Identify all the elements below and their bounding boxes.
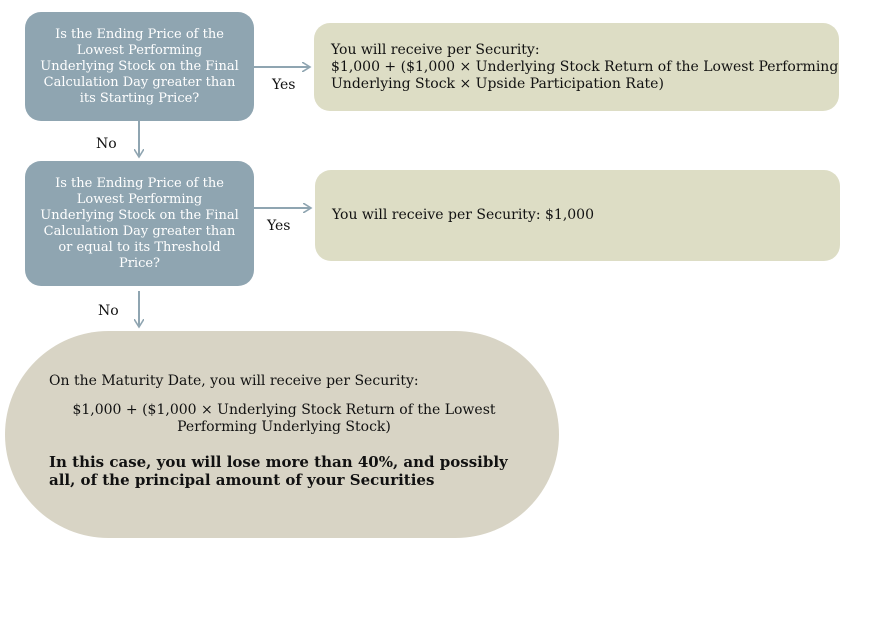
answer2-box [315,170,840,261]
answer1-line2: $1,000 + ($1,000 × Underlying Stock Return of the Lowest Performing Underlying Stock × Upside Participation Rate) [331,58,839,92]
outcome-formula: $1,000 + ($1,000 × Underlying Stock Return of the Lowest Performing Underlying Stock) [72,402,496,435]
no-label-2: No [98,303,119,319]
question1-box [25,12,254,121]
question1-text: Is the Ending Price of the Lowest Performing Underlying Stock on the Final Calculation Day greater than its Starting Price? [40,26,239,106]
question2-box [25,161,254,286]
outcome-box [5,331,559,538]
answer1-box [314,23,839,111]
question2-text: Is the Ending Price of the Lowest Performing Underlying Stock on the Final Calculation Day greater than or equal to its Threshold Price? [40,175,239,271]
answer1-line1: You will receive per Security: [331,41,540,58]
outcome-intro: On the Maturity Date, you will receive per Security: [49,373,419,389]
answer2-text: You will receive per Security: $1,000 [332,207,594,223]
yes-label-1: Yes [272,77,296,93]
no-label-1: No [96,136,117,152]
yes-label-2: Yes [267,218,291,234]
outcome-warning: In this case, you will lose more than 40%, and possibly all, of the principal amount of your Securities [49,453,508,489]
